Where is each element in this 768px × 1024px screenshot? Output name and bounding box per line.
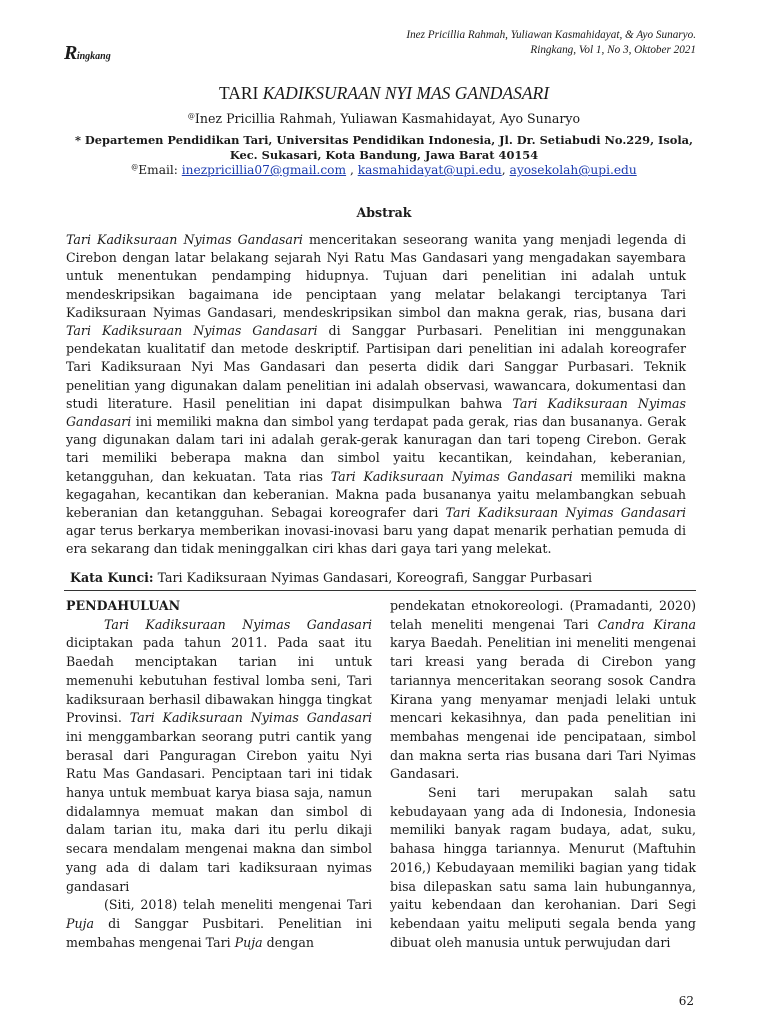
email-mark: @: [131, 163, 139, 171]
page-number: 62: [678, 994, 694, 1008]
affiliation: * Departemen Pendidikan Tari, Universitas Pendidikan Indonesia, Jl. Dr. Setiabudi No.229, Isola, Kec. Sukasari, Kota Bandung, Jawa Barat 40154: [74, 133, 694, 162]
running-header: [406, 28, 696, 58]
paragraph-text: di Sanggar Pusbitari. Penelitian ini membahas mengenai Tari: [66, 915, 372, 950]
section-divider: [64, 590, 696, 591]
email-link-2[interactable]: kasmahidayat@upi.edu: [357, 163, 502, 178]
abstract-italic: Tari Kadiksuraan Nyimas Gandasari: [330, 468, 573, 484]
abstract-heading: Abstrak: [356, 205, 412, 220]
italic-term: Tari Kadiksuraan Nyimas Gandasari: [104, 616, 372, 632]
italic-term: Puja: [234, 934, 263, 950]
keywords-text: Tari Kadiksuraan Nyimas Gandasari, Koreografi, Sanggar Purbasari: [153, 570, 593, 585]
author-mark: @: [187, 111, 195, 120]
citation-line-1: Inez Pricillia Rahmah, Yuliawan Kasmahidayat, & Ayo Sunaryo.: [406, 29, 696, 41]
paragraph-text: dengan: [262, 934, 314, 950]
abstract-italic: Tari Kadiksuraan Nyimas Gandasari: [66, 323, 318, 339]
logo-initial: R: [64, 42, 77, 64]
paragraph: Seni tari merupakan salah satu kebudayaan yang ada di Indonesia, Indonesia memiliki banyak ragam budaya, adat, suku, bahasa hingga tariannya. Menurut (Maftuhin 2016,) Kebudayaan memiliki bagian yang tidak bisa dilepaskan satu sama lain hubungannya, yaitu kebendaan dan kerohanian. Dari Segi kebendaan yaitu meliputi segala benda yang dibuat oleh manusia untuk perwujudan dari: [390, 785, 696, 950]
email-line: @Email: inezpricillia07@gmail.com , kasmahidayat@upi.edu, ayosekolah@upi.edu: [131, 163, 637, 178]
paragraph-text: (Siti, 2018) telah meneliti mengenai Tari: [104, 897, 372, 913]
keywords: [70, 570, 592, 585]
citation-line-2: Ringkang, Vol 1, No 3, Oktober 2021: [530, 44, 696, 56]
abstract-italic: Tari Kadiksuraan Nyimas Gandasari: [445, 505, 686, 521]
abstract-italic: Tari Kadiksuraan Nyimas Gandasari: [66, 232, 303, 247]
email-link-1[interactable]: inezpricillia07@gmail.com: [181, 163, 347, 178]
italic-term: Puja: [66, 915, 94, 931]
paragraph-text: pendekatan etnokoreologi. (Pramadanti, 2020) telah meneliti mengenai Tari: [390, 598, 696, 632]
email-link-3[interactable]: ayosekolah@upi.edu: [509, 163, 637, 178]
abstract-text: menceritakan seseorang wanita yang menjadi legenda di Cirebon dengan latar belakang sejarah Nyi Ratu Mas Gandasari yang mengadakan sayembara untuk menentukan pendamping hidupnya. Tujuan dari penelitian ini adalah untuk mendeskripsikan bagaimana ide penciptaan yang melatar belakangi terciptanya Tari Kadiksuraan Nyimas Gandasari, mendeskripsikan simbol dan makna gerak, rias, busana dari: [66, 232, 686, 320]
paragraph: [390, 597, 696, 784]
paragraph-text: karya Baedah. Penelitian ini meneliti mengenai tari kreasi yang berada di Cirebon yang tariannya menceritakan seorang sosok Candra Kirana yang menyamar menjadi lelaki untuk mencari kekasihnya, dan pada penelitian ini membahas mengenai ide pencipataan, simbol dan makna serta rias busana dari Tari Nyimas Gandasari.: [390, 635, 696, 782]
section-heading: PENDAHULUAN: [66, 598, 181, 613]
paragraph: [66, 896, 372, 952]
title-italic: KADIKSURAAN NYI MAS GANDASARI: [262, 83, 550, 103]
left-column: [66, 597, 372, 952]
abstract-text: memiliki makna kegagahan, kecantikan dan keberanian. Makna pada busananya yaitu melambangkan sebuah keberanian dan ketangguhan. Sebagai koreografer dari: [66, 468, 686, 521]
keywords-label: Kata Kunci:: [70, 570, 154, 585]
italic-term: Candra Kirana: [597, 616, 697, 632]
title-plain: TARI: [218, 83, 263, 103]
right-column: [390, 597, 696, 952]
abstract-text: di Sanggar Purbasari. Penelitian ini menggunakan pendekatan kualitatif dan metode deskriptif. Partisipan dari penelitian ini adalah koreografer Tari Kadiksuraan Nyi Mas Gandasari dan peserta didik dari Sanggar Purbasari. Teknik penelitian yang digunakan dalam penelitian ini adalah observasi, wawancara, dokumentasi dan studi literature. Hasil penelitian ini dapat disimpulkan bahwa: [66, 323, 686, 411]
paragraph: [66, 616, 372, 897]
email-label: Email:: [138, 163, 182, 178]
journal-logo: [64, 42, 111, 65]
paper-title: [0, 83, 768, 104]
abstract-italic: Tari Kadiksuraan Nyimas Gandasari: [66, 395, 687, 430]
authors-text: Inez Pricillia Rahmah, Yuliawan Kasmahidayat, Ayo Sunaryo: [194, 111, 581, 126]
italic-term: Tari Kadiksuraan Nyimas Gandasari: [129, 710, 372, 726]
paragraph-text: ini menggambarkan seorang putri cantik yang berasal dari Panguragan Cirebon yaitu Nyi Ratu Mas Gandasari. Penciptaan tari ini tidak hanya untuk membuat karya biasa saja, namun didalamnya memuat makan dan simbol di dalam tarian itu, maka dari itu perlu dikaji secara mendalam mengenai makna dan simbol yang ada di dalam tari kadiksuraan nyimas gandasari: [66, 728, 372, 894]
abstract-text: ini memiliki makna dan simbol yang terdapat pada gerak, rias dan busananya. Gerak yang digunakan dalam tari ini adalah gerak-gerak kanuragan dan tari topeng Cirebon. Gerak tari memiliki beberapa makna dan simbol yaitu kecantikan, keindahan, keberanian, ketangguhan, dan kekuatan. Tata rias: [66, 414, 686, 484]
abstract-body: [66, 231, 686, 559]
abstract-text: agar terus berkarya memberikan inovasi-inovasi baru yang dapat menarik perhatian pemuda di era sekarang dan tidak meninggalkan ciri khas dari gaya tari yang melekat.: [66, 523, 686, 557]
paragraph-text: diciptakan pada tahun 2011. Pada saat itu Baedah menciptakan tarian ini untuk memenuhi kebutuhan festival lomba seni, Tari kadiksuraan berhasil dibawakan hingga tingkat Provinsi.: [66, 635, 372, 726]
author-list: [0, 111, 768, 126]
logo-text: ingkang: [76, 51, 111, 62]
